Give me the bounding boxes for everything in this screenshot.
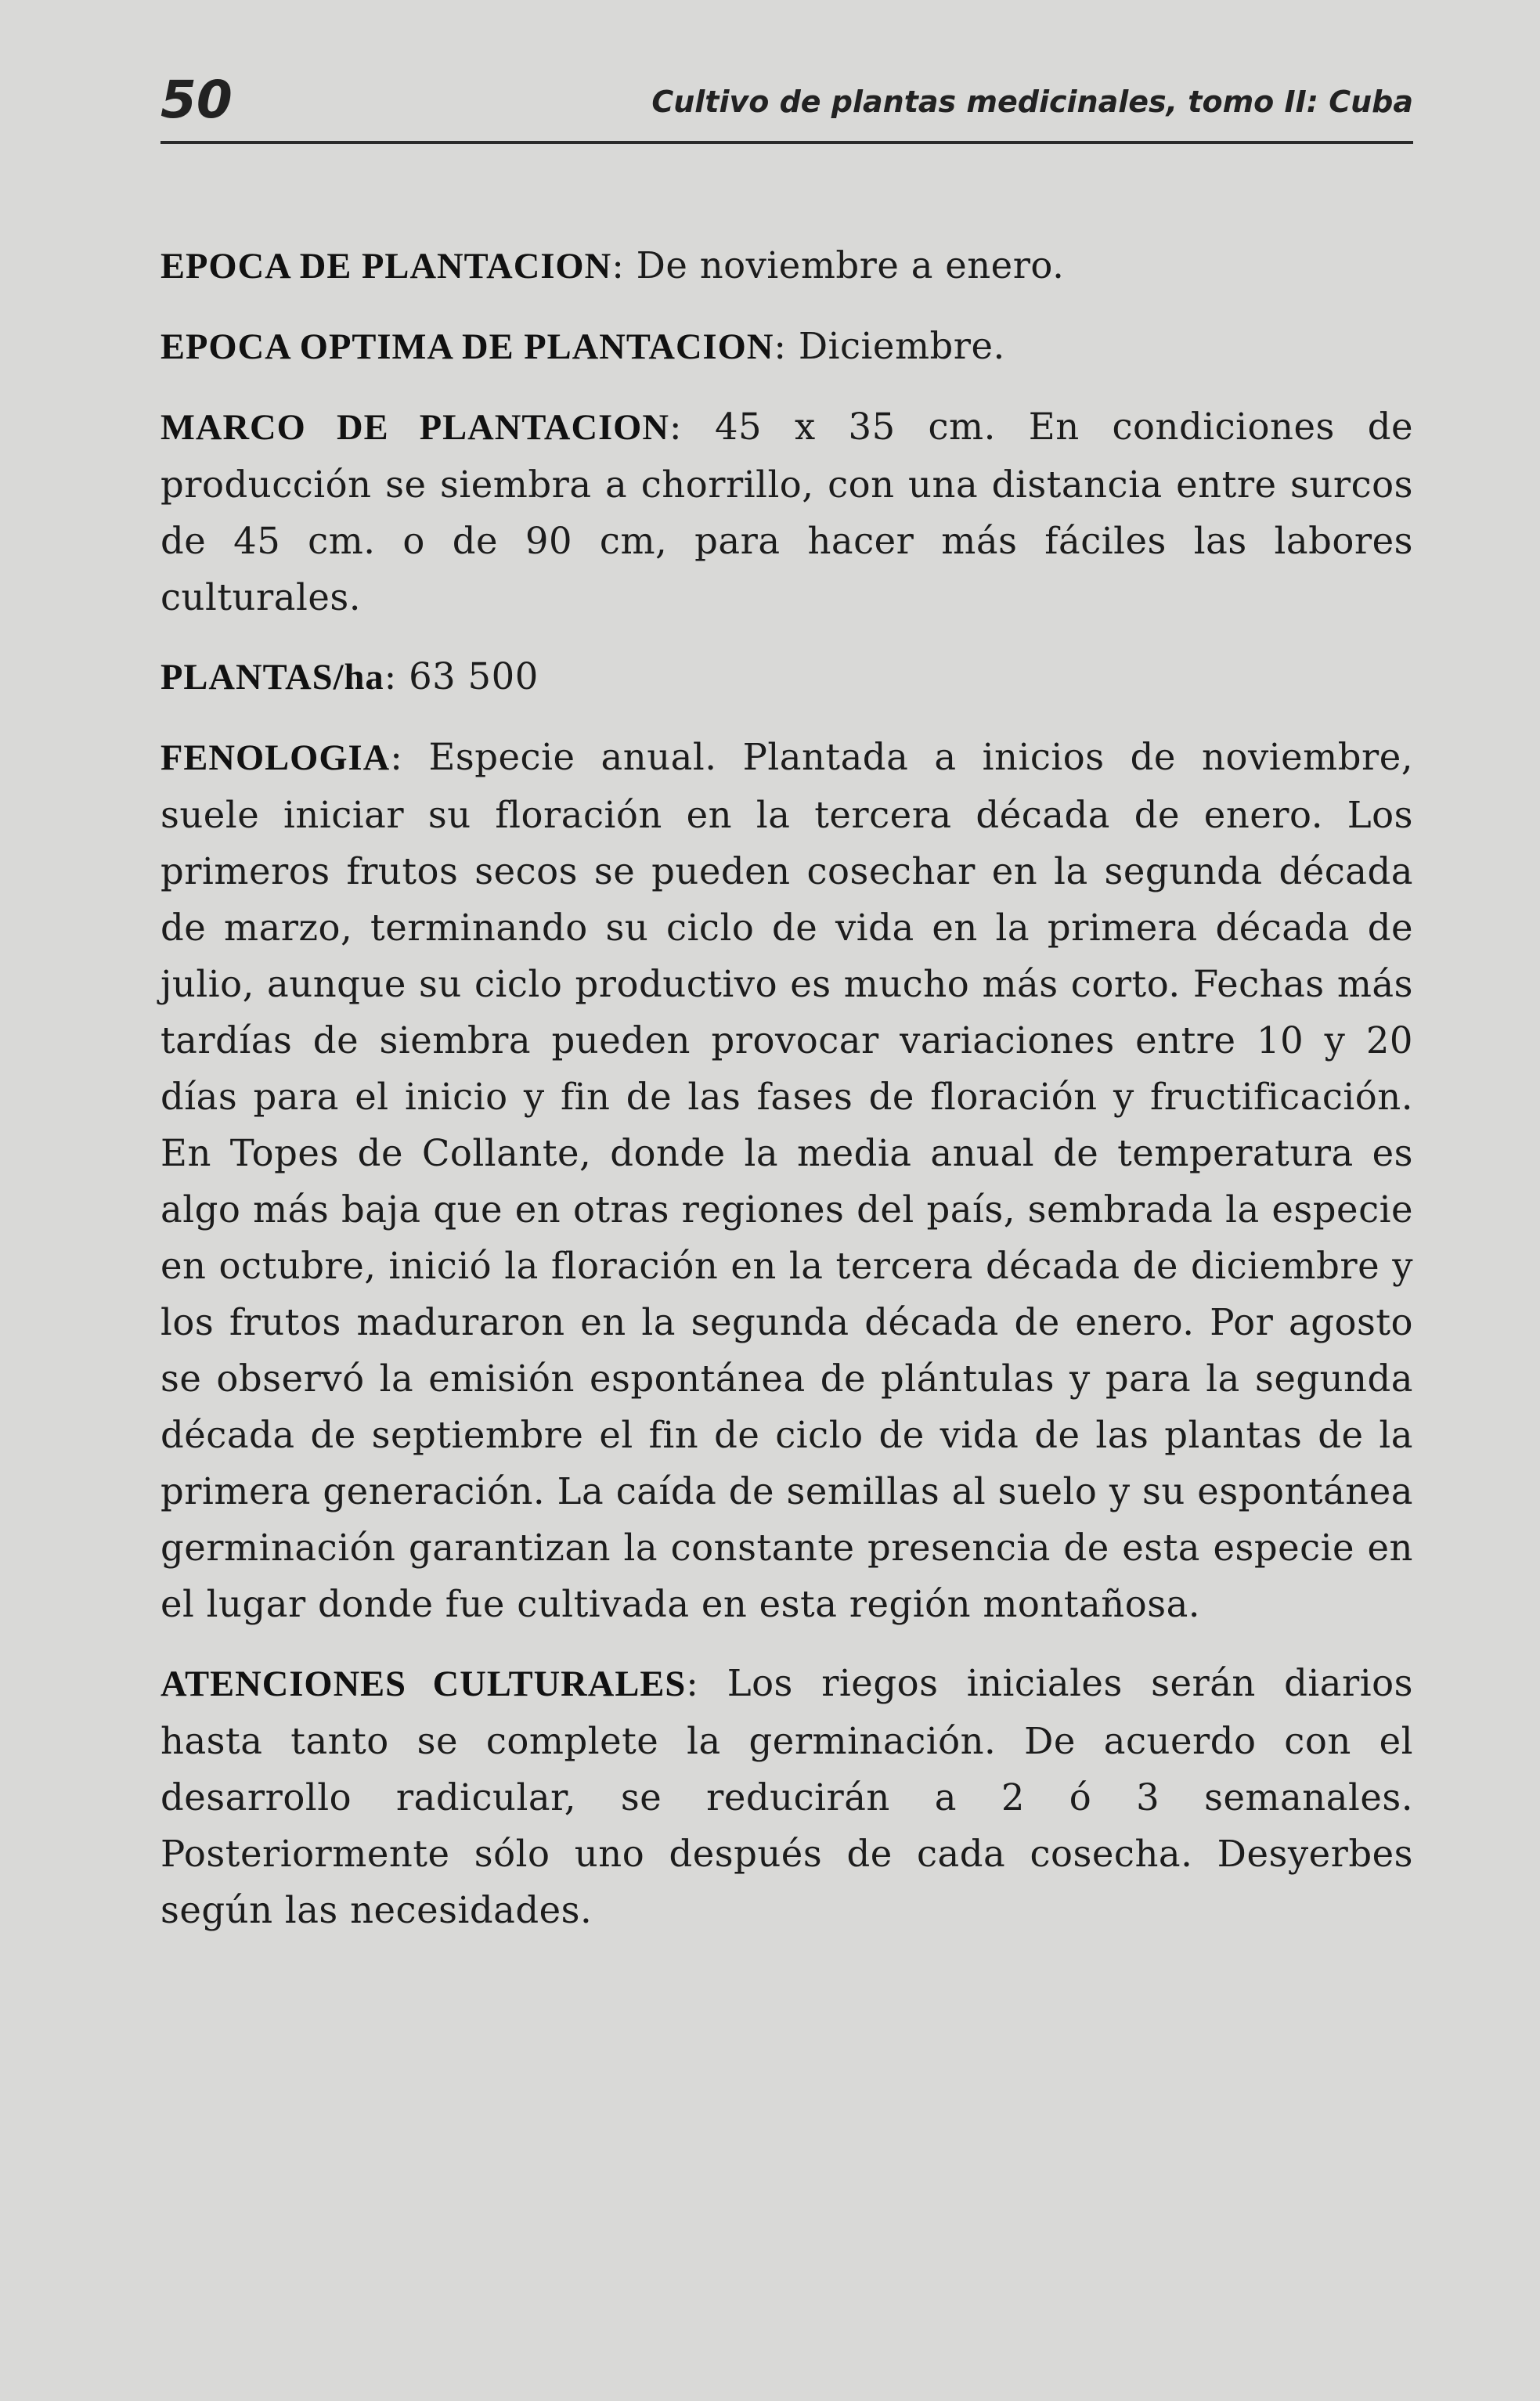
section-marco-plantacion: MARCO DE PLANTACION: 45 x 35 cm. En condiciones de producción se siembra a chorrillo, con una distancia entre surcos de 45 cm. o de 90 cm, para hacer más fáciles las labores culturales. [160, 406, 1413, 618]
section-atenciones-culturales: ATENCIONES CULTURALES: Los riegos iniciales serán diarios hasta tanto se complete la germinación. De acuerdo con el desarrollo radicular, se reducirán a 2 ó 3 semanales. Posteriormente sólo uno después de cada cosecha. Desyerbes según las necesidades. [160, 1662, 1413, 1931]
section-label: FENOLOGIA [160, 738, 391, 778]
section-epoca-optima: EPOCA OPTIMA DE PLANTACION: Diciembre. [160, 325, 1005, 367]
page-header [160, 69, 1413, 144]
section-text: 63 500 [409, 655, 539, 698]
section-text: 45 x 35 cm. En condiciones de producción se siembra a chorrillo, con una distancia entre surcos de 45 cm. o de 90 cm, para hacer más fáciles las labores culturales. [160, 406, 1413, 618]
section-fenologia: FENOLOGIA: Especie anual. Plantada a inicios de noviembre, suele iniciar su floración en la tercera década de enero. Los primeros frutos secos se pueden cosechar en la segunda década de marzo, terminando su ciclo de vida en la primera década de julio, aunque su ciclo productivo es mucho más corto. Fechas más tardías de siembra pueden provocar variaciones entre 10 y 20 días para el inicio y fin de las fases de floración y fructificación. En Topes de Collante, donde la media anual de temperatura es algo más baja que en otras regiones del país, sembrada la especie en octubre, inició la floración en la tercera década de diciembre y los frutos maduraron en la segunda década de enero. Por agosto se observó la emisión espontánea de plántulas y para la segunda década de septiembre el fin de ciclo de vida de las plantas de la primera generación. La caída de semillas al suelo y su espontánea germinación garantizan la constante presencia de esta especie en el lugar donde fue cultivada en esta región montañosa. [160, 736, 1413, 1625]
section-text: Diciembre. [798, 325, 1005, 367]
section-epoca-plantacion: EPOCA DE PLANTACION: De noviembre a enero. [160, 244, 1065, 287]
section-label: EPOCA OPTIMA DE PLANTACION [160, 327, 774, 367]
page-number: 50 [160, 70, 233, 130]
running-title: Cultivo de plantas medicinales, tomo II: Cuba [651, 85, 1413, 119]
section-text: Especie anual. Plantada a inicios de noviembre, suele iniciar su floración en la tercera década de enero. Los primeros frutos secos se pueden cosechar en la segunda década de marzo, terminando su ciclo de vida en la primera década de julio, aunque su ciclo productivo es mucho más corto. Fechas más tardías de siembra pueden provocar variaciones entre 10 y 20 días para el inicio y fin de las fases de floración y fructificación. En Topes de Collante, donde la media anual de temperatura es algo más baja que en otras regiones del país, sembrada la especie en octubre, inició la floración en la tercera década de diciembre y los frutos maduraron en la segunda década de enero. Por agosto se observó la emisión espontánea de plántulas y para la segunda década de septiembre el fin de ciclo de vida de las plantas de la primera generación. La caída de semillas al suelo y su espontánea germinación garantizan la constante presencia de esta especie en el lugar donde fue cultivada en esta región montañosa. [160, 736, 1413, 1625]
section-label: PLANTAS/ha [160, 658, 384, 698]
section-text: De noviembre a enero. [636, 244, 1065, 287]
section-label: MARCO DE PLANTACION [160, 408, 669, 448]
page-body [160, 237, 1413, 1938]
section-label: EPOCA DE PLANTACION [160, 247, 612, 287]
section-label: ATENCIONES CULTURALES [160, 1664, 687, 1704]
section-plantas-ha: PLANTAS/ha: 63 500 [160, 655, 539, 698]
section-text: Los riegos iniciales serán diarios hasta tanto se complete la germinación. De acuerdo con el desarrollo radicular, se reducirán a 2 ó 3 semanales. Posteriormente sólo uno después de cada cosecha. Desyerbes según las necesidades. [160, 1662, 1413, 1931]
